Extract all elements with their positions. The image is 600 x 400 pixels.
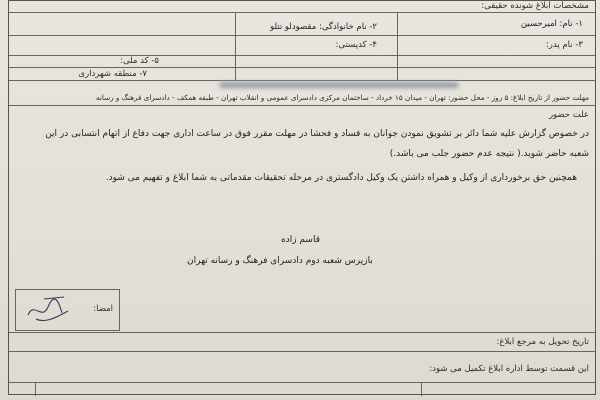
divider	[397, 13, 398, 35]
signature-label: امضا:	[93, 304, 113, 314]
signature-box	[15, 289, 120, 331]
signer-title: بازپرس شعبه دوم دادسرای فرهنگ و رسانه تهران	[187, 256, 373, 266]
signer-name: قاسم زاده	[281, 235, 321, 245]
header-title-row	[9, 1, 595, 13]
redacted-row	[9, 81, 595, 90]
divider	[235, 36, 236, 55]
divider	[235, 68, 236, 80]
reason-label: علت حضور	[548, 110, 589, 120]
region-field: ۷- منطقه شهرداری	[78, 69, 147, 79]
divider	[35, 382, 36, 396]
divider	[235, 13, 236, 35]
divider	[421, 382, 422, 396]
father-row	[9, 36, 595, 56]
bottom-section	[9, 352, 595, 396]
divider	[397, 68, 398, 80]
bottom-section-label: این قسمت توسط اداره ابلاغ تکمیل می شود:	[429, 364, 589, 374]
region-row	[9, 68, 595, 81]
signature-scribble-icon	[24, 293, 74, 327]
header-title: مشخصات ابلاغ شونده حقیقی:	[481, 1, 589, 11]
national-row	[9, 56, 595, 68]
divider	[397, 56, 398, 67]
delivery-row	[9, 332, 595, 352]
deadline-text: مهلت حضور از تاریخ ابلاغ: ۵ روز - محل حضور: تهران - میدان ۱۵ خرداد - ساختمان مرکزی دادسرای عمومی و انقلاب تهران - طبقه همکف - دادسرای فرهنگ و رسانه	[96, 93, 589, 102]
delivery-date-label: تاریخ تحویل به مرجع ابلاغ:	[496, 337, 589, 347]
body-paragraph-2: شعبه حاضر شوید.( نتیجه عدم حضور جلب می باشد.)	[389, 149, 589, 159]
body-paragraph-1: در خصوص گزارش علیه شما دائر بر تشویق نمودن جوانان به فساد و فحشا در مهلت مقرر فوق در ساعت اداری جهت دفاع از اتهام انتسابی در این	[45, 129, 589, 139]
divider	[235, 56, 236, 67]
divider	[397, 36, 398, 55]
redacted-blur	[219, 82, 459, 88]
body-paragraph-3: همچنین حق برخورداری از وکیل و همراه داشتن یک وکیل دادگستری در مرحله تحقیقات مقدماتی به شما ابلاغ و تفهیم می شود.	[105, 173, 577, 183]
father-field: ۳- نام پدر:	[545, 40, 583, 50]
divider	[9, 382, 595, 383]
name-field: ۱- نام: امیرحسین	[520, 19, 583, 29]
deadline-row	[9, 90, 595, 106]
family-field: ۲- نام خانوادگی: مقصودلو تتلو	[270, 22, 377, 32]
postal-field: ۴- کدپستی:	[335, 40, 377, 50]
national-field: ۵- کد ملی:	[120, 56, 159, 66]
summons-form	[8, 0, 596, 395]
name-row	[9, 13, 595, 36]
